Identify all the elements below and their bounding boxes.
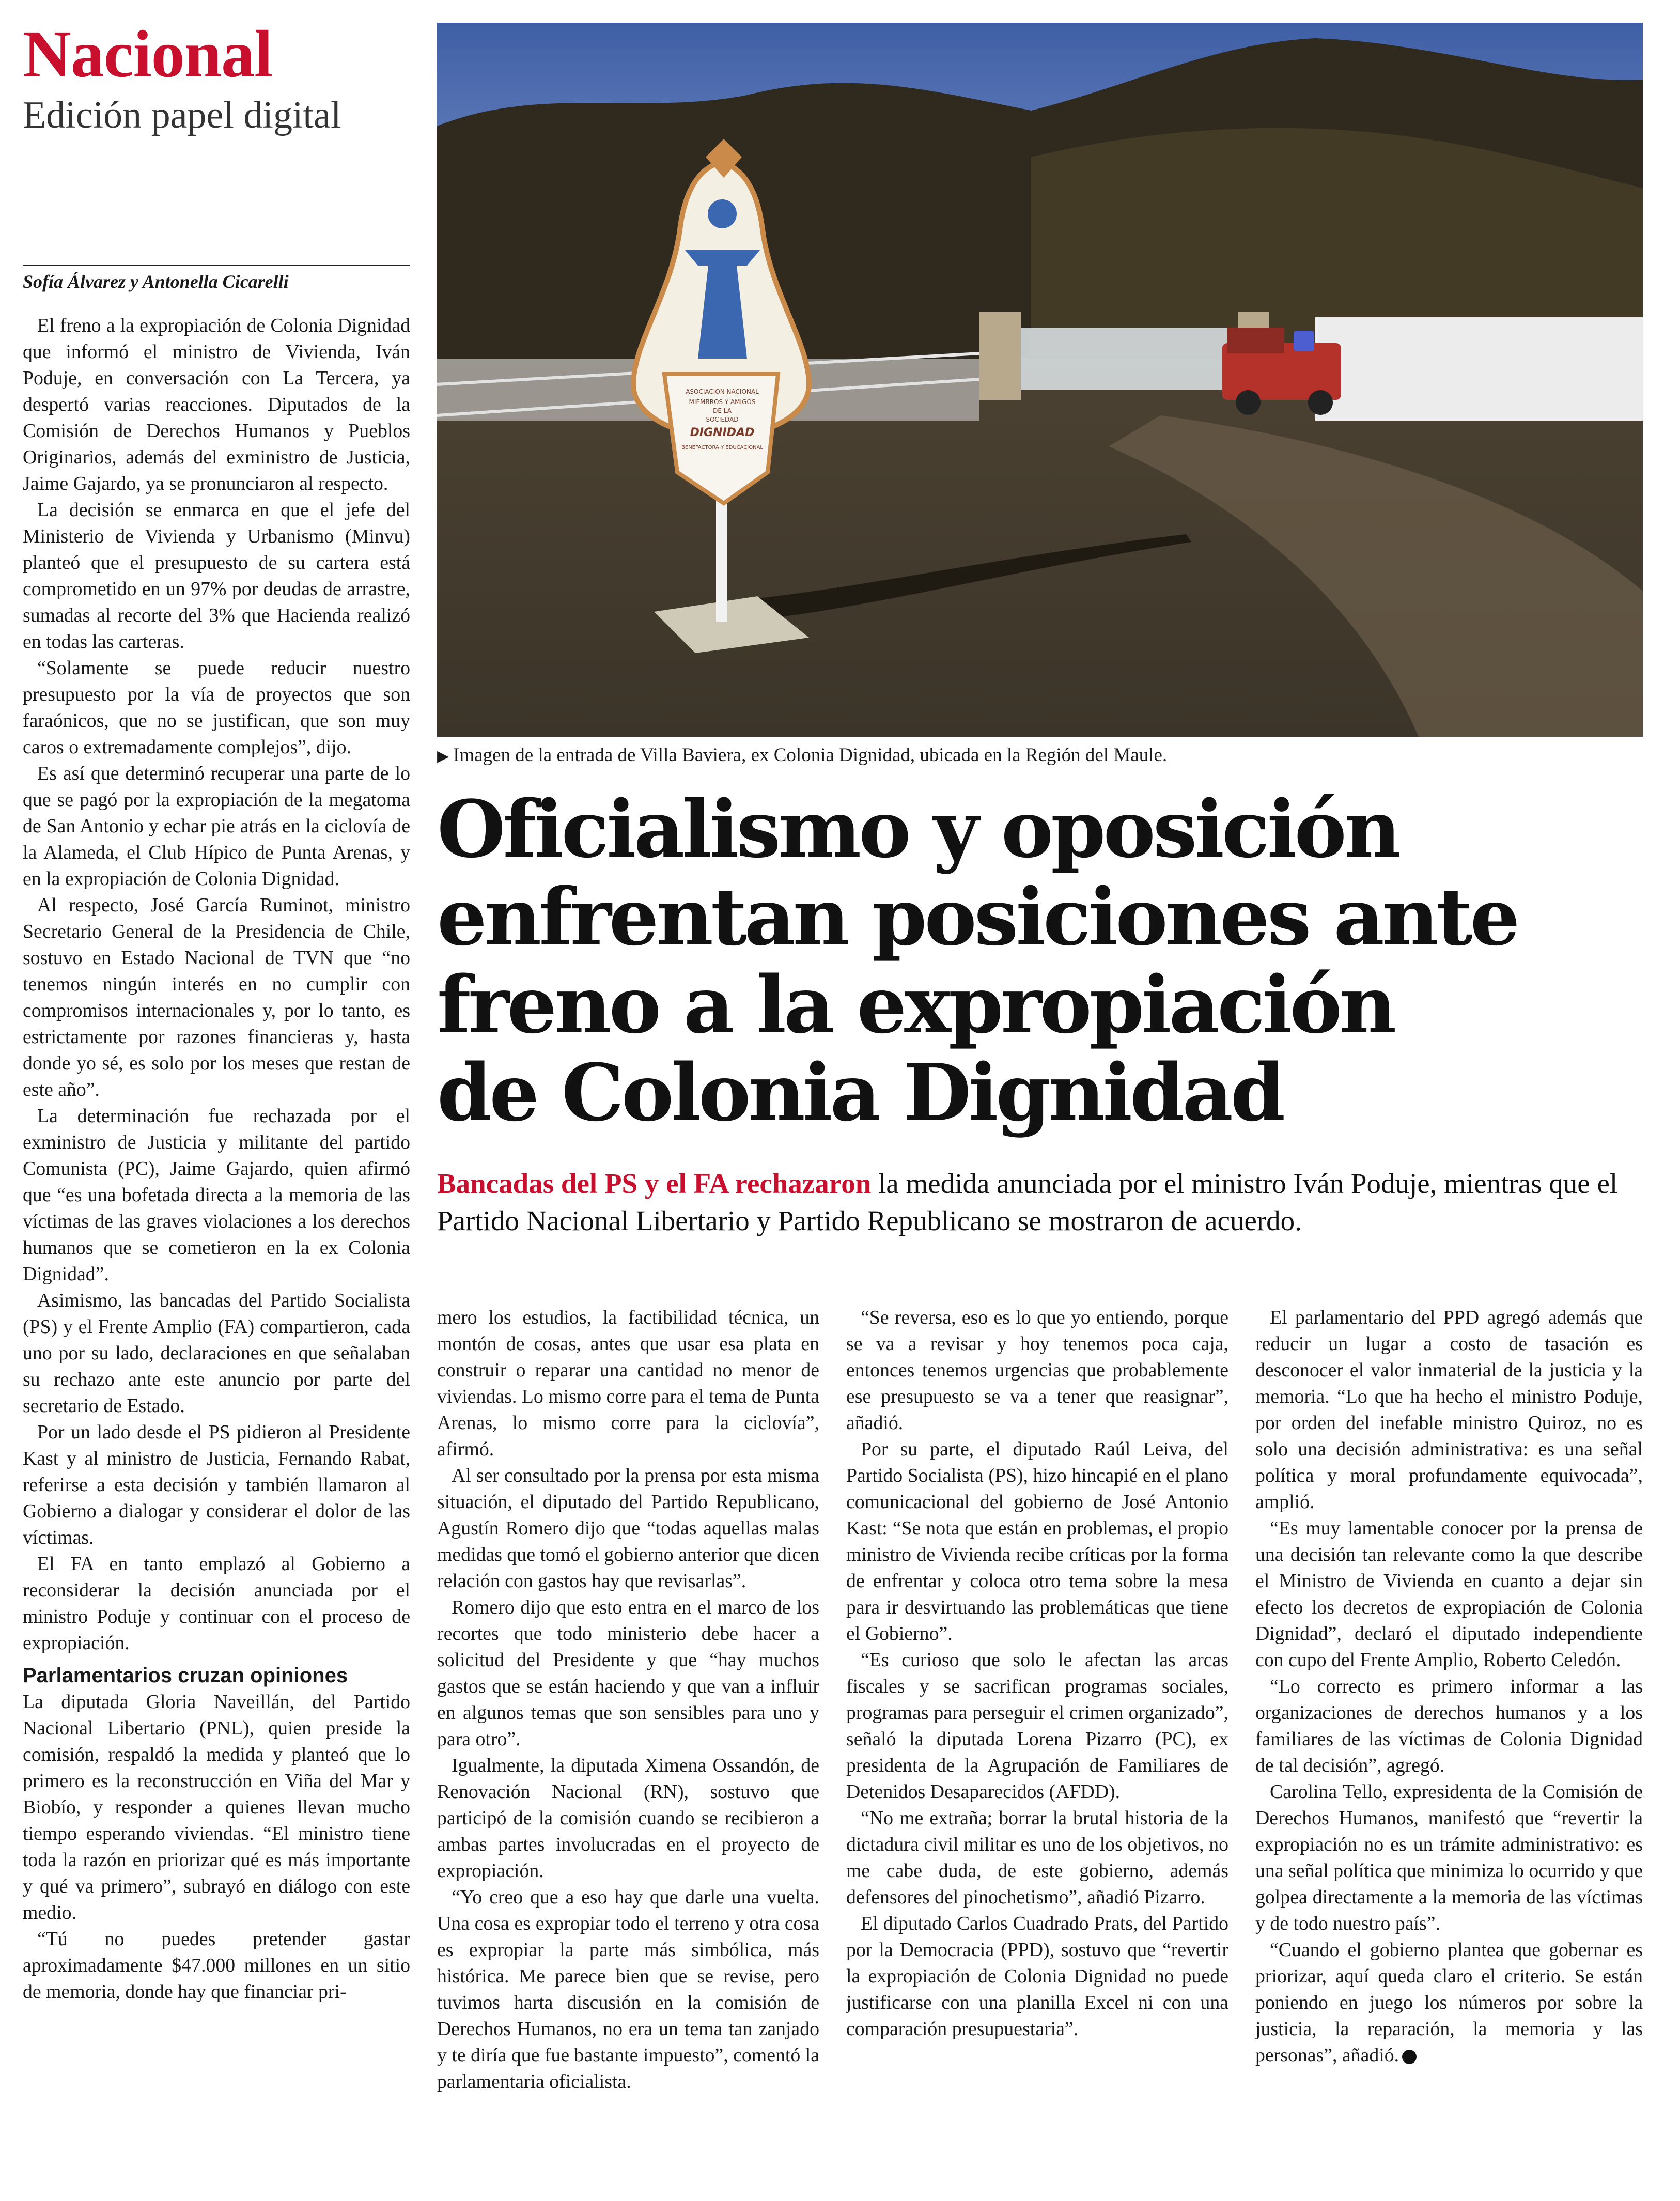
paragraph: La determinación fue rechazada por el exministro de Justicia y militante del partido Comunista (PC), Jaime Gajardo, quien afirmó que “es una bofetada directa a la memoria de las víctimas de las graves violaciones a los derechos humanos que se cometieron en la ex Colonia Dignidad”. <box>23 1105 410 1285</box>
paragraph: “Yo creo que a eso hay que darle una vuelta. Una cosa es expropiar todo el terreno y otra cosa es expropiar la parte más simbólica, más histórica. Me parece bien que se revise, pero tuvimos harta discusión en la comisión de Derechos Humanos, no era un tema tan zanjado y te diría que fue bastante impuesto”, comentó la parlamentaria oficialista. <box>437 1886 819 2092</box>
subheading: Parlamentarios cruzan opiniones <box>23 1664 348 1687</box>
subhead-rest: la medida anunciada por el ministro Iván Poduje, mientras que el Partido Nacional Libertario y Partido Republicano se mostraron de acuerdo. <box>437 1168 1618 1236</box>
sign-text: SOCIEDAD <box>706 416 739 423</box>
sign-text: MIEMBROS Y AMIGOS <box>689 398 756 406</box>
caption-triangle-icon: ▶ <box>437 748 449 765</box>
paragraph: Romero dijo que esto entra en el marco de los recortes que todo ministerio debe hacer a solicitud del Presidente y que “hay muchos gastos que se están haciendo y que van a influir en algunos temas que son sensibles para uno y para otro”. <box>437 1597 819 1750</box>
end-of-article-icon <box>1402 2050 1417 2064</box>
subhead <box>437 1165 1643 1239</box>
paragraph: Es así que determinó recuperar una parte de lo que se pagó por la expropiación de la megatoma de San Antonio y echar pie atrás en la ciclovía de la Alameda, el Club Hípico de Punta Arenas, y en la expropiación de Colonia Dignidad. <box>23 763 410 890</box>
paragraph-text: “Cuando el gobierno plantea que gobernar es priorizar, aquí queda claro el criterio. Se están poniendo en juego los números por sobre la justicia, la reparación, la memoria y las personas”, añadió. <box>1255 1939 1643 2066</box>
column-2 <box>437 1305 819 2095</box>
paragraph: mero los estudios, la factibilidad técnica, un montón de cosas, antes que usar esa plata en construir o reparar una cantidad no menor de viviendas. Lo mismo corre para el tema de Punta Arenas, lo mismo corre para la ciclovía”, afirmó. <box>437 1307 819 1460</box>
headline-line: freno a la expropiación <box>437 958 1394 1051</box>
byline-rule <box>23 265 410 266</box>
paragraph: La diputada Gloria Naveillán, del Partido Nacional Libertario (PNL), quien preside la comisión, respaldó la medida y planteó que lo primero es la reconstrucción en Viña del Mar y Biobío, y responder a quienes llevan mucho tiempo esperando viviendas. “El ministro tiene toda la razón en priorizar qué es más importante y qué va primero”, subrayó en diálogo con este medio. <box>23 1691 410 1924</box>
paragraph: El freno a la expropiación de Colonia Dignidad que informó el ministro de Vivienda, Iván Poduje, en conversación con La Tercera, ya despertó varias reacciones. Diputados de la Comisión de Derechos Humanos y Pueblos Originarios, además del exministro de Justicia, Jaime Gajardo, ya se pronunciaron al respecto. <box>23 315 410 494</box>
headline-line: Oficialismo y oposición <box>437 783 1399 875</box>
article-photo <box>437 23 1643 737</box>
paragraph: “No me extraña; borrar la brutal historia de la dictadura civil militar es uno de los objetivos, no me cabe duda, de este gobierno, además defensores del pinochetismo”, añadió Pizarro. <box>846 1807 1228 1908</box>
paragraph: Por su parte, el diputado Raúl Leiva, del Partido Socialista (PS), hizo hincapié en el plano comunicacional del gobierno de José Antonio Kast: “Se nota que están en problemas, el propio ministro de Vivienda recibe críticas por la forma de enfrentar y coloca otro tema sobre la mesa para ir desvirtuando las problemáticas que tiene el Gobierno”. <box>846 1438 1228 1645</box>
headline-line: de Colonia Dignidad <box>437 1046 1283 1139</box>
paragraph: Igualmente, la diputada Ximena Ossandón, de Renovación Nacional (RN), sostuvo que participó de la comisión cuando se recibieron a ambas partes involucradas en el proyecto de expropiación. <box>437 1755 819 1882</box>
paragraph: El FA en tanto emplazó al Gobierno a reconsiderar la decisión anunciada por el ministro Poduje y continuar con el proceso de expropiación. <box>23 1553 410 1654</box>
section-title: Nacional <box>23 17 273 91</box>
paragraph <box>1255 1937 1643 2069</box>
photo-caption <box>437 744 1643 766</box>
paragraph: “Solamente se puede reducir nuestro presupuesto por la vía de proyectos que son faraónicos, que no se justifican, que son muy caros o extremadamente complejos”, dijo. <box>23 657 410 758</box>
paragraph: El parlamentario del PPD agregó además que reducir un lugar a costo de tasación es desconocer el valor inmaterial de la justicia y la memoria. “Lo que ha hecho el ministro Poduje, por orden del inefable ministro Quiroz, no es solo una decisión administrativa: es una señal política y moral profundamente equivocada”, amplió. <box>1255 1307 1643 1513</box>
edition-label: Edición papel digital <box>23 94 341 136</box>
paragraph: El diputado Carlos Cuadrado Prats, del Partido por la Democracia (PPD), sostuvo que “revertir la expropiación de Colonia Dignidad no puede justificarse con una planilla Excel ni con una comparación presupuestaria”. <box>846 1913 1228 2040</box>
paragraph: “Es curioso que solo le afectan las arcas fiscales y se sacrifican programas sociales, programas para perseguir el crimen organizado”, señaló la diputada Lorena Pizarro (PC), ex presidenta de la Agrupación de Familiares de Detenidos Desaparecidos (AFDD). <box>846 1649 1228 1803</box>
paragraph: Asimismo, las bancadas del Partido Socialista (PS) y el Frente Amplio (FA) compartieron, cada uno por su lado, declaraciones en que señalaban su rechazo ante este anuncio por parte del secretario de Estado. <box>23 1290 410 1417</box>
subhead-lead: Bancadas del PS y el FA rechazaron <box>437 1168 872 1199</box>
column-4 <box>1255 1305 1643 2069</box>
paragraph: Carolina Tello, expresidenta de la Comisión de Derechos Humanos, manifestó que “revertir la expropiación no es un trámite administrativo: es una señal política que minimiza lo ocurrido y que golpea directamente a la memoria de las víctimas y de todo nuestro país”. <box>1255 1781 1643 1934</box>
caption-text: Imagen de la entrada de Villa Baviera, ex Colonia Dignidad, ubicada en la Región del Maule. <box>453 745 1168 766</box>
left-column <box>23 313 410 2005</box>
paragraph: Por un lado desde el PS pidieron al Presidente Kast y al ministro de Justicia, Fernando Rabat, referirse a esta decisión y también llamaron al Gobierno a dialogar y considerar el dolor de las víctimas. <box>23 1421 410 1548</box>
sign-text: DIGNIDAD <box>690 426 755 439</box>
paragraph: “Es muy lamentable conocer por la prensa de una decisión tan relevante como la que describe el Ministro de Vivienda en cuanto a dejar sin efecto los decretos de expropiación de Colonia Dignidad”, declaró el diputado independiente con cupo del Frente Amplio, Roberto Celedón. <box>1255 1517 1643 1671</box>
sign-text: BENEFACTORA Y EDUCACIONAL <box>681 445 763 451</box>
sign-text: ASOCIACION NACIONAL <box>686 388 759 395</box>
headline-line: enfrentan posiciones ante <box>437 871 1518 963</box>
sign-text: DE LA <box>713 407 732 414</box>
paragraph: “Lo correcto es primero informar a las organizaciones de derechos humanos y a los familiares de las víctimas de Colonia Dignidad de tal decisión”, agregó. <box>1255 1676 1643 1776</box>
column-3 <box>846 1305 1228 2042</box>
headline <box>437 785 1643 1137</box>
paragraph: Al ser consultado por la prensa por esta misma situación, el diputado del Partido Republicano, Agustín Romero dijo que “todas aquellas malas medidas que tomó el gobierno anterior que dicen relación con gastos hay que revisarlas”. <box>437 1465 819 1592</box>
paragraph: “Se reversa, eso es lo que yo entiendo, porque se va a revisar y hoy tenemos poca caja, entonces tenemos urgencias que probablemente ese presupuesto se va a tener que reasignar”, añadió. <box>846 1307 1228 1434</box>
byline: Sofía Álvarez y Antonella Cicarelli <box>23 271 289 292</box>
paragraph: La decisión se enmarca en que el jefe del Ministerio de Vivienda y Urbanismo (Minvu) planteó que el presupuesto de su cartera está comprometido en un 97% por deudas de arrastre, sumadas al recorte del 3% que Hacienda realizó en todas las carteras. <box>23 499 410 653</box>
paragraph: Al respecto, José García Ruminot, ministro Secretario General de la Presidencia de Chile, sostuvo en Estado Nacional de TVN que “no tenemos ningún interés en no cumplir con compromisos internacionales y, por lo tanto, es estrictamente por razones financieras y, hasta donde yo sé, es solo por los meses que restan de este año”. <box>23 894 410 1100</box>
paragraph: “Tú no puedes pretender gastar aproximadamente $47.000 millones en un sitio de memoria, donde hay que financiar pri- <box>23 1928 410 2003</box>
